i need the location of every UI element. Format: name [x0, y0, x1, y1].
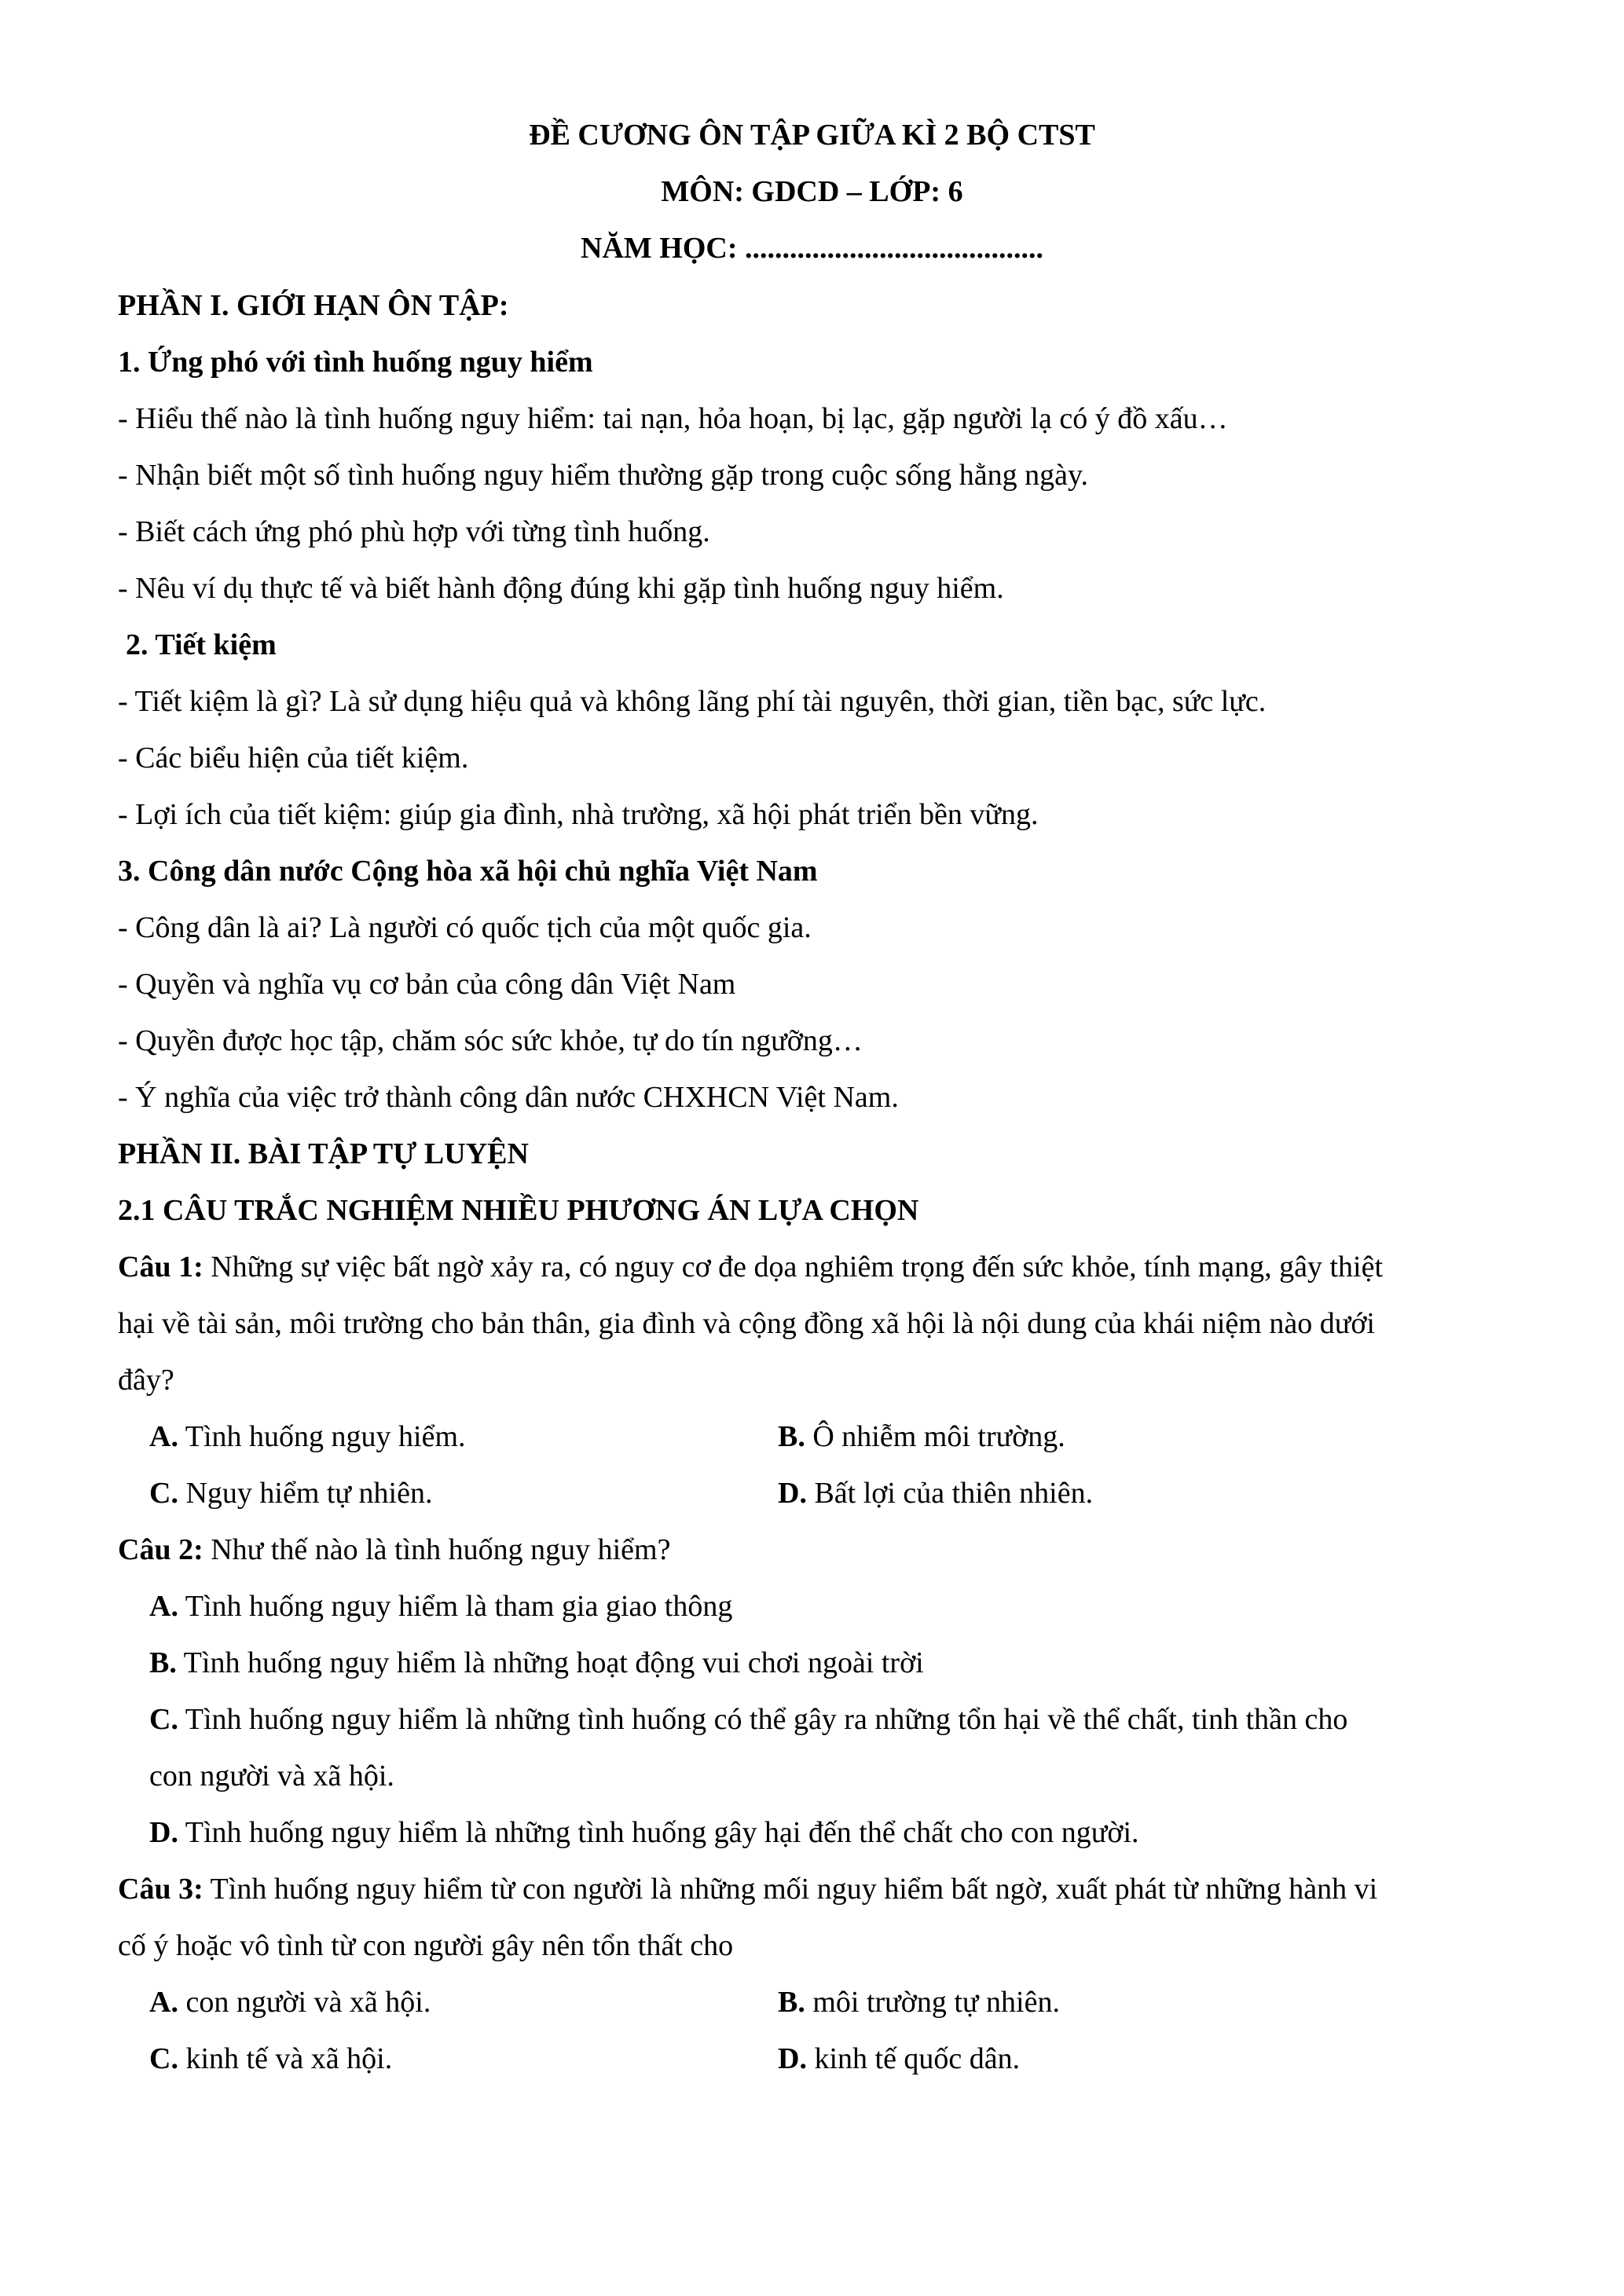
- question-3-option-d: [778, 2040, 1020, 2078]
- question-1-option-d: [778, 1474, 1093, 1512]
- question-2-label: Câu 2:: [118, 1533, 203, 1566]
- question-3-option-b: [778, 1983, 1060, 2021]
- document-school-year: NĂM HỌC: ........................................: [581, 232, 1043, 265]
- document-title: ĐỀ CƯƠNG ÔN TẬP GIỮA KÌ 2 BỘ CTST: [529, 119, 1095, 152]
- part2-heading: PHẦN II. BÀI TẬP TỰ LUYỆN: [118, 1137, 529, 1170]
- section3-title: 3. Công dân nước Cộng hòa xã hội chủ nghĩa Việt Nam: [118, 855, 818, 888]
- section1-title: 1. Ứng phó với tình huống nguy hiểm: [118, 346, 593, 379]
- question-3-option-c: [149, 2040, 392, 2078]
- question-2-option-d: [149, 1814, 1139, 1851]
- question-1-option-c: [149, 1474, 432, 1512]
- option-key: C.: [149, 1703, 178, 1736]
- section3-line: - Công dân là ai? Là người có quốc tịch của một quốc gia.: [118, 911, 812, 944]
- option-text: kinh tế và xã hội.: [178, 2042, 393, 2075]
- section1-line: - Biết cách ứng phó phù hợp với từng tình huống.: [118, 515, 710, 548]
- part2-subheading: 2.1 CÂU TRẮC NGHIỆM NHIỀU PHƯƠNG ÁN LỰA CHỌN: [118, 1194, 919, 1227]
- option-key: D.: [778, 1477, 807, 1510]
- question-2-option-c: [149, 1701, 1347, 1738]
- option-text: Nguy hiểm tự nhiên.: [178, 1477, 433, 1510]
- option-text: Tình huống nguy hiểm là những tình huống có thể gây ra những tổn hại về thể chất, tinh thần cho: [178, 1703, 1348, 1736]
- option-key: C.: [149, 1477, 178, 1510]
- part1-heading: PHẦN I. GIỚI HẠN ÔN TẬP:: [118, 289, 509, 322]
- section2-line: - Tiết kiệm là gì? Là sử dụng hiệu quả và không lãng phí tài nguyên, thời gian, tiền bạc, sức lực.: [118, 685, 1267, 718]
- option-text: môi trường tự nhiên.: [805, 1986, 1060, 2019]
- question-1-text-cont: đây?: [118, 1364, 174, 1397]
- question-1-label: Câu 1:: [118, 1251, 203, 1283]
- section2-line: - Lợi ích của tiết kiệm: giúp gia đình, nhà trường, xã hội phát triển bền vững.: [118, 798, 1039, 831]
- question-2-text: Như thế nào là tình huống nguy hiểm?: [203, 1533, 671, 1566]
- section3-line: - Quyền và nghĩa vụ cơ bản của công dân Việt Nam: [118, 968, 736, 1001]
- option-text: Tình huống nguy hiểm là những tình huống gây hại đến thể chất cho con người.: [178, 1816, 1139, 1849]
- option-key: B.: [778, 1986, 805, 2019]
- option-key: B.: [149, 1646, 177, 1679]
- option-text: Tình huống nguy hiểm là những hoạt động vui chơi ngoài trời: [176, 1646, 924, 1679]
- section3-line: - Quyền được học tập, chăm sóc sức khỏe, tự do tín ngưỡng…: [118, 1024, 863, 1057]
- section1-line: - Nhận biết một số tình huống nguy hiểm thường gặp trong cuộc sống hằng ngày.: [118, 459, 1089, 492]
- option-key: A.: [149, 1986, 178, 2019]
- option-text: con người và xã hội.: [178, 1986, 431, 2019]
- question-3-label: Câu 3:: [118, 1873, 203, 1906]
- option-key: C.: [149, 2042, 178, 2075]
- option-text: Tình huống nguy hiểm.: [178, 1420, 466, 1453]
- question-3-text: Tình huống nguy hiểm từ con người là những mối nguy hiểm bất ngờ, xuất phát từ những hành vi: [203, 1873, 1378, 1906]
- question-2-option-b: [149, 1644, 924, 1682]
- question-1-option-b: [778, 1418, 1065, 1456]
- option-key: A.: [149, 1590, 178, 1623]
- question-1-text-cont: hại về tài sản, môi trường cho bản thân, gia đình và cộng đồng xã hội là nội dung của khái niệm nào dưới: [118, 1307, 1375, 1340]
- question-1-option-a: [149, 1418, 466, 1456]
- section3-line: - Ý nghĩa của việc trở thành công dân nước CHXHCN Việt Nam.: [118, 1081, 899, 1114]
- option-key: D.: [778, 2042, 807, 2075]
- section2-title: 2. Tiết kiệm: [126, 628, 277, 661]
- option-text: Bất lợi của thiên nhiên.: [806, 1477, 1094, 1510]
- option-text: Ô nhiễm môi trường.: [805, 1420, 1065, 1453]
- option-key: D.: [149, 1816, 178, 1849]
- option-key: A.: [149, 1420, 178, 1453]
- question-1-line: [118, 1248, 1383, 1286]
- option-text: kinh tế quốc dân.: [806, 2042, 1021, 2075]
- question-2-line: [118, 1531, 670, 1569]
- question-3-text-cont: cố ý hoặc vô tình từ con người gây nên tổn thất cho: [118, 1929, 734, 1962]
- question-2-option-c-cont: con người và xã hội.: [149, 1760, 394, 1792]
- question-3-option-a: [149, 1983, 431, 2021]
- option-text: Tình huống nguy hiểm là tham gia giao thông: [178, 1590, 733, 1623]
- question-1-text: Những sự việc bất ngờ xảy ra, có nguy cơ đe dọa nghiêm trọng đến sức khỏe, tính mạng, gây thiệt: [203, 1251, 1384, 1283]
- option-key: B.: [778, 1420, 805, 1453]
- question-3-line: [118, 1870, 1377, 1908]
- section1-line: - Hiểu thế nào là tình huống nguy hiểm: tai nạn, hỏa hoạn, bị lạc, gặp người lạ có ý đồ xấu…: [118, 402, 1228, 435]
- section2-line: - Các biểu hiện của tiết kiệm.: [118, 742, 469, 774]
- document-subject: MÔN: GDCD – LỚP: 6: [661, 175, 963, 208]
- section1-line: - Nêu ví dụ thực tế và biết hành động đúng khi gặp tình huống nguy hiểm.: [118, 572, 1004, 605]
- question-2-option-a: [149, 1587, 732, 1625]
